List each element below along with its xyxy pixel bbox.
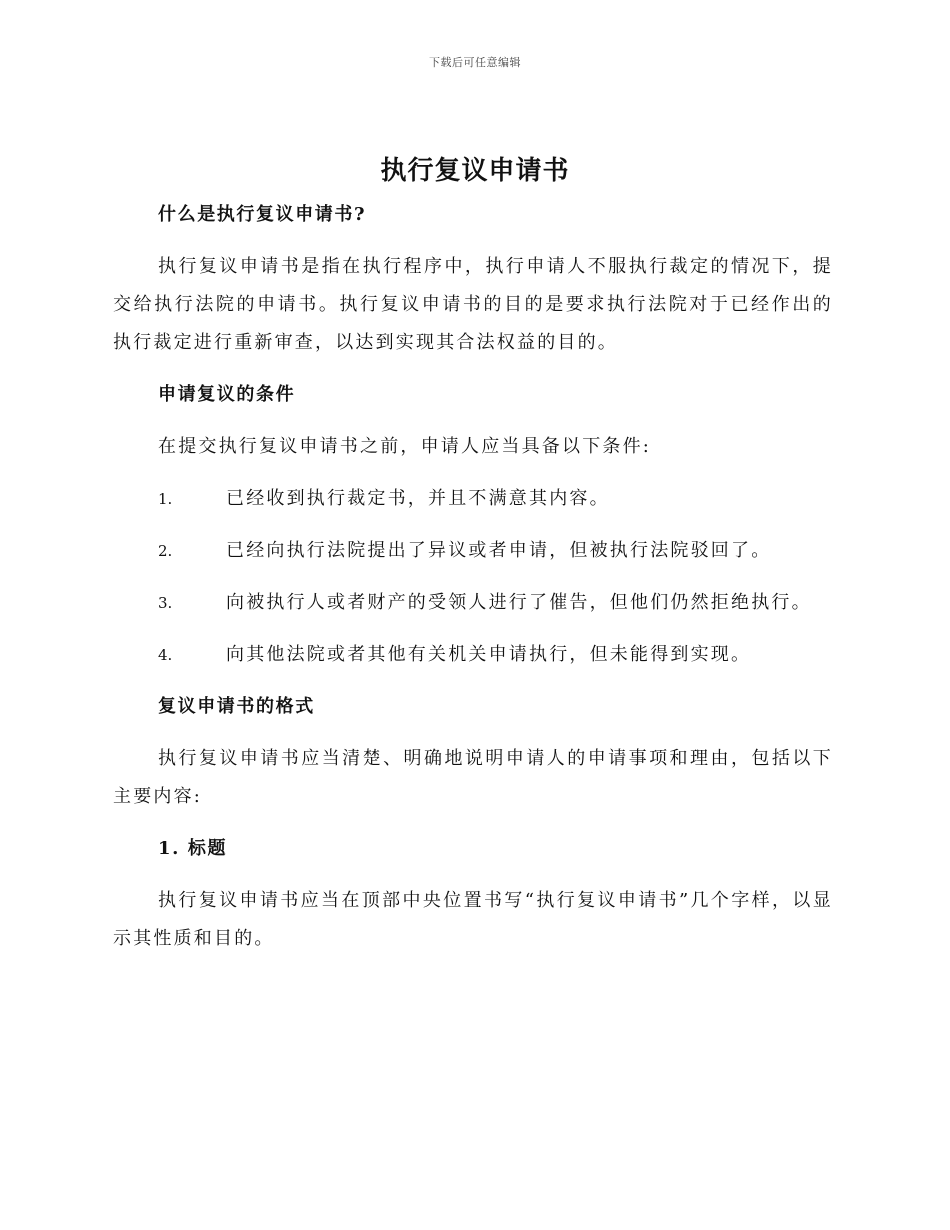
section-heading-conditions: 申请复议的条件 [158,384,296,405]
document-body [113,196,833,958]
list-item-text: 已经收到执行裁定书，并且不满意其内容。 [226,488,610,509]
list-item-number: 1. [158,490,173,508]
list-item-number: 3. [158,594,173,612]
section-heading-what-is: 什么是执行复议申请书? [158,204,367,225]
list-item-text: 向其他法院或者其他有关机关申请执行，但未能得到实现。 [226,644,752,665]
list-item [113,584,833,622]
list-item [113,480,833,518]
section-heading-title-item: 1. 标题 [158,838,228,859]
list-item-number: 4. [158,646,173,664]
list-item [113,636,833,674]
section-heading-format: 复议申请书的格式 [158,696,315,717]
header-note: 下载后可任意编辑 [429,56,521,69]
paragraph-title-item: 执行复议申请书应当在顶部中央位置书写“执行复议申请书”几个字样，以显示其性质和目的。 [113,890,833,949]
paragraph-conditions-intro: 在提交执行复议申请书之前，申请人应当具备以下条件: [158,436,652,457]
list-item-number: 2. [158,542,173,560]
list-item-text: 已经向执行法院提出了异议或者申请，但被执行法院驳回了。 [226,540,772,561]
paragraph-format: 执行复议申请书应当清楚、明确地说明申请人的申请事项和理由，包括以下主要内容: [113,748,833,807]
paragraph-definition: 执行复议申请书是指在执行程序中，执行申请人不服执行裁定的情况下，提交给执行法院的申请书。执行复议申请书的目的是要求执行法院对于已经作出的执行裁定进行重新审查，以达到实现其合法权益的目的。 [113,256,833,353]
list-item-text: 向被执行人或者财产的受领人进行了催告，但他们仍然拒绝执行。 [226,592,812,613]
list-item [113,532,833,570]
page-title: 执行复议申请书 [380,156,570,186]
